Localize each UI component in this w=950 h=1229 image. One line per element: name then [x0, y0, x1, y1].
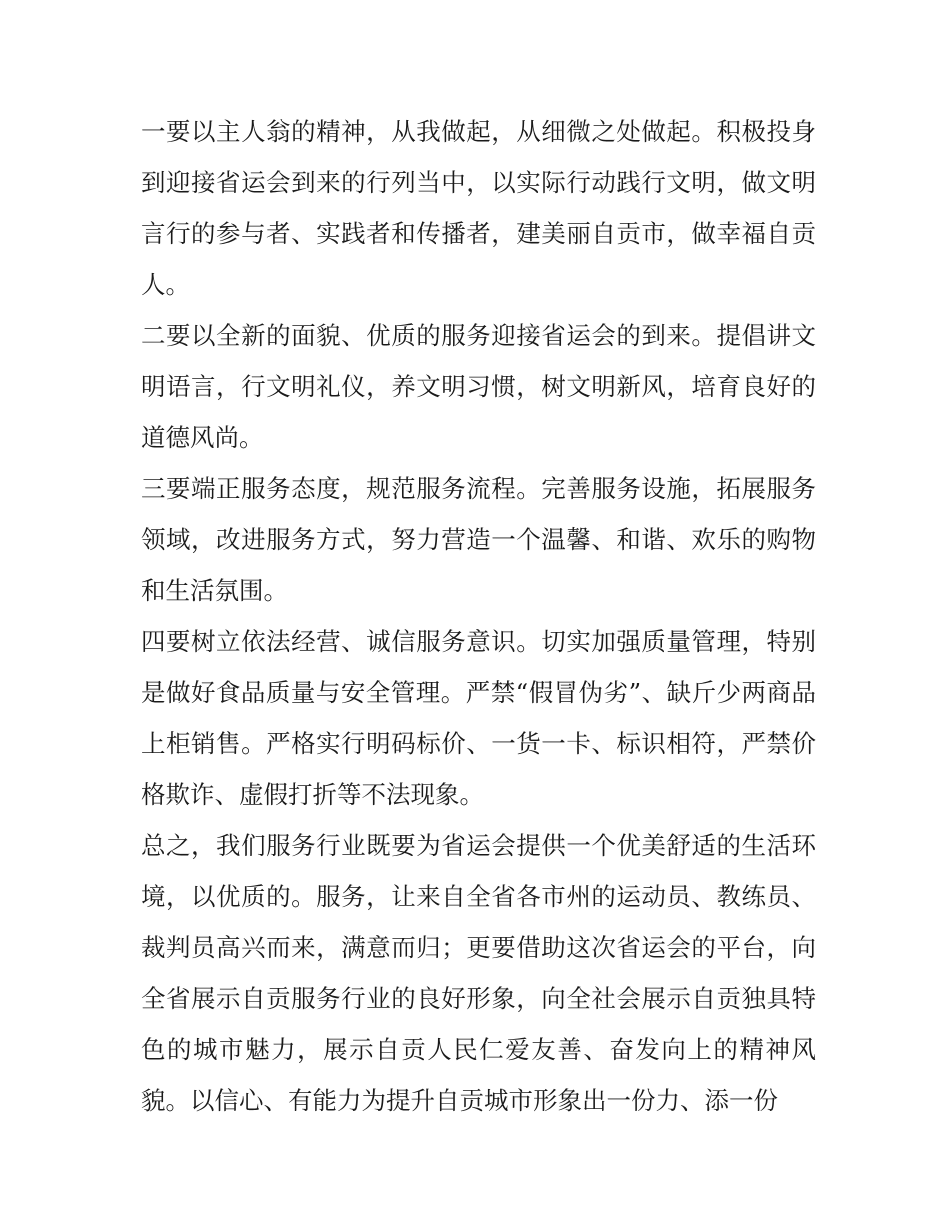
paragraph-5: 总之，我们服务行业既要为省运会提供一个优美舒适的生活环境，以优质的。服务，让来自全省各市州的运动员、教练员、裁判员高兴而来，满意而归；更要借助这次省运会的平台，向全省展示自贡服务行业的良好形象，向全社会展示自贡独具特色的城市魅力，展示自贡人民仁爱友善、奋发向上的精神风貌。以信心、有能力为提升自贡城市形象出一份力、添一份: [141, 831, 816, 1115]
paragraph-1: 一要以主人翁的精神，从我做起，从细微之处做起。积极投身到迎接省运会到来的行列当中，以实际行动践行文明，做文明言行的参与者、实践者和传播者，建美丽自贡市，做幸福自贡人。: [141, 117, 816, 299]
paragraph-3: 三要端正服务态度，规范服务流程。完善服务设施，拓展服务领域，改进服务方式，努力营造一个温馨、和谐、欢乐的购物和生活氛围。: [141, 474, 816, 605]
document-body: [141, 106, 816, 1126]
paragraph-4: 四要树立依法经营、诚信服务意识。切实加强质量管理，特别是做好食品质量与安全管理。严禁“假冒伪劣”、缺斤少两商品上柜销售。严格实行明码标价、一货一卡、标识相符，严禁价格欺诈、虚假打折等不法现象。: [141, 627, 816, 809]
paragraph-2: 二要以全新的面貌、优质的服务迎接省运会的到来。提倡讲文明语言，行文明礼仪，养文明习惯，树文明新风，培育良好的道德风尚。: [141, 321, 816, 452]
